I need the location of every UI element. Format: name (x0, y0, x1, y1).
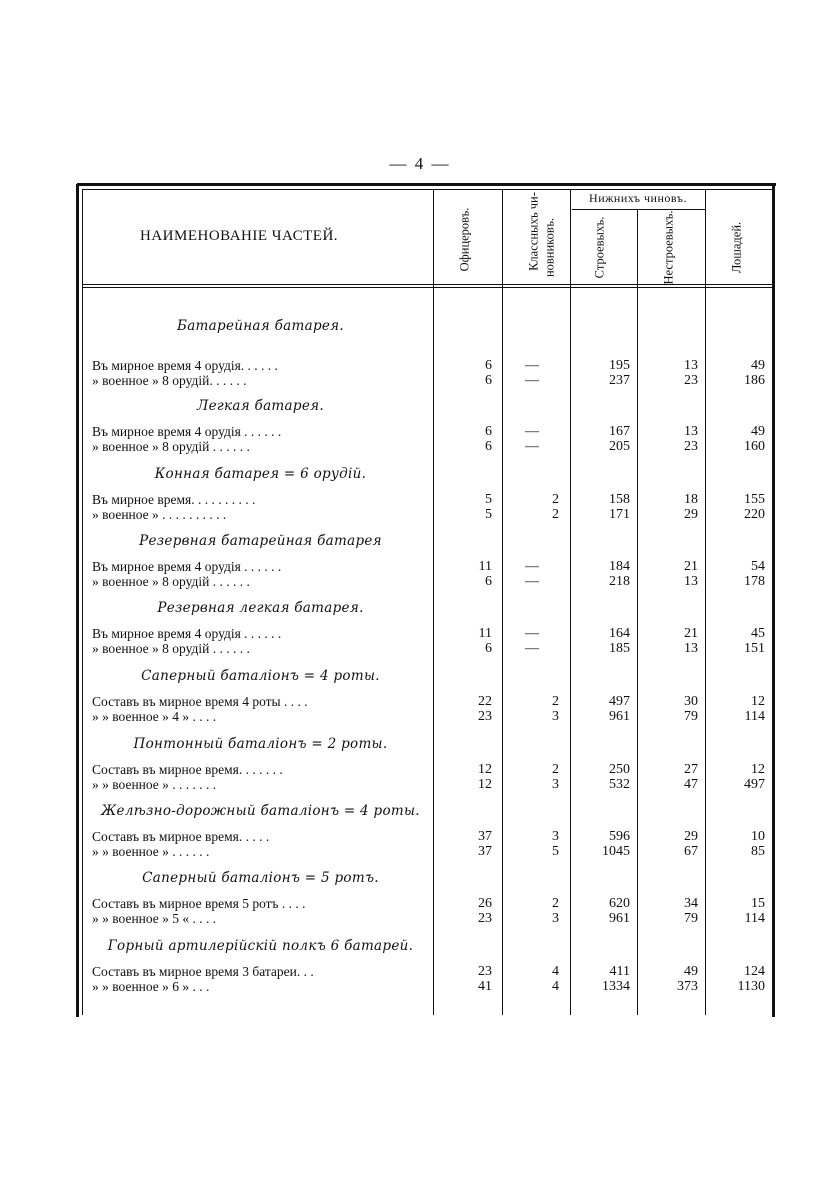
officers-value: 12 (478, 762, 492, 777)
page-number: — 4 — (389, 154, 451, 173)
row-label: » военное » . . . . . . . . . . (92, 507, 227, 522)
combatant-value: 250 (609, 762, 630, 777)
noncombatant-value: 23 (684, 439, 698, 454)
officials-value: 2 (552, 694, 559, 709)
column-header-noncombatant: Нестроевыхъ. (661, 210, 676, 285)
noncombatant-value: 13 (684, 358, 698, 373)
officers-value: 5 (485, 507, 492, 522)
section-title: Резервная батарейная батарея (139, 533, 382, 549)
row-label: Составъ въ мирное время. . . . . (92, 829, 270, 844)
row-label: Составъ въ мирное время 4 роты . . . . (92, 694, 308, 709)
officials-value: — (525, 641, 539, 656)
section-title: Саперный баталіонъ = 5 ротъ. (142, 870, 379, 886)
noncombatant-value: 79 (684, 709, 698, 724)
noncombatant-value: 47 (684, 777, 698, 792)
officers-value: 6 (485, 439, 492, 454)
noncombatant-value: 67 (684, 844, 698, 859)
officers-value: 23 (478, 911, 492, 926)
combatant-value: 195 (609, 358, 630, 373)
officers-value: 6 (485, 358, 492, 373)
officials-value: — (525, 373, 539, 388)
combatant-value: 164 (609, 626, 630, 641)
row-label: » » военное » 4 » . . . . (92, 709, 217, 724)
horses-value: 160 (744, 439, 765, 454)
combatant-value: 411 (609, 964, 630, 979)
horses-value: 49 (751, 358, 765, 373)
officers-value: 26 (478, 896, 492, 911)
column-group-lower-ranks: Нижнихъ чиновъ. (589, 191, 687, 205)
horses-value: 178 (744, 574, 765, 589)
noncombatant-value: 18 (684, 492, 698, 507)
officers-value: 6 (485, 574, 492, 589)
combatant-value: 158 (609, 492, 630, 507)
row-label: » военное » 8 орудій. . . . . . (92, 373, 247, 388)
horses-value: 497 (744, 777, 765, 792)
combatant-value: 184 (609, 559, 630, 574)
noncombatant-value: 23 (684, 373, 698, 388)
horses-value: 15 (751, 896, 765, 911)
row-label: Въ мирное время 4 орудія . . . . . . (92, 626, 282, 641)
noncombatant-value: 34 (684, 896, 698, 911)
officials-value: — (525, 574, 539, 589)
combatant-value: 1334 (602, 979, 630, 994)
noncombatant-value: 13 (684, 641, 698, 656)
officials-value: — (525, 424, 539, 439)
row-label: Въ мирное время 4 орудія . . . . . . (92, 559, 282, 574)
horses-value: 10 (751, 829, 765, 844)
officials-value: 5 (552, 844, 559, 859)
row-label: » » военное » . . . . . . (92, 844, 210, 859)
row-label: Составъ въ мирное время. . . . . . . (92, 762, 283, 777)
horses-value: 45 (751, 626, 765, 641)
noncombatant-value: 373 (677, 979, 698, 994)
row-label: Составъ въ мирное время 5 ротъ . . . . (92, 896, 306, 911)
section-title: Батарейная батарея. (176, 318, 344, 334)
noncombatant-value: 30 (684, 694, 698, 709)
officers-value: 6 (485, 373, 492, 388)
officials-value: 2 (552, 507, 559, 522)
column-header-officers: Офицеровъ. (457, 207, 472, 272)
officials-value: 2 (552, 492, 559, 507)
row-label: » военное » 8 орудій . . . . . . (92, 439, 250, 454)
officials-value: 2 (552, 896, 559, 911)
horses-value: 12 (751, 694, 765, 709)
horses-value: 155 (744, 492, 765, 507)
horses-value: 12 (751, 762, 765, 777)
officials-value: 3 (552, 777, 559, 792)
officials-value: — (525, 559, 539, 574)
officers-value: 37 (478, 844, 492, 859)
row-label: Въ мирное время 4 орудія. . . . . . (92, 358, 278, 373)
noncombatant-value: 29 (684, 829, 698, 844)
combatant-value: 961 (609, 709, 630, 724)
noncombatant-value: 13 (684, 424, 698, 439)
combatant-value: 237 (609, 373, 630, 388)
noncombatant-value: 27 (684, 762, 698, 777)
officers-value: 5 (485, 492, 492, 507)
horses-value: 1130 (737, 979, 765, 994)
officers-value: 6 (485, 424, 492, 439)
officers-value: 12 (478, 777, 492, 792)
column-header-officials-1: Классныхъ чи- (526, 192, 541, 271)
combatant-value: 532 (609, 777, 630, 792)
row-label: » » военное » 5 « . . . . (92, 911, 217, 926)
noncombatant-value: 29 (684, 507, 698, 522)
horses-value: 85 (751, 844, 765, 859)
officers-value: 37 (478, 829, 492, 844)
row-label: Въ мирное время. . . . . . . . . . (92, 492, 256, 507)
horses-value: 114 (744, 911, 765, 926)
horses-value: 151 (744, 641, 765, 656)
row-label: Въ мирное время 4 орудія . . . . . . (92, 424, 282, 439)
officials-value: 3 (552, 709, 559, 724)
section-title: Горный артилерійскій полкъ 6 батарей. (107, 938, 414, 954)
officers-value: 41 (478, 979, 492, 994)
officials-value: 4 (552, 979, 559, 994)
horses-value: 49 (751, 424, 765, 439)
officials-value: 3 (552, 911, 559, 926)
column-header-horses: Лошадей. (729, 221, 744, 274)
horses-value: 114 (744, 709, 765, 724)
noncombatant-value: 79 (684, 911, 698, 926)
noncombatant-value: 49 (684, 964, 698, 979)
combatant-value: 171 (609, 507, 630, 522)
officials-value: 2 (552, 762, 559, 777)
section-title: Конная батарея = 6 орудій. (154, 466, 367, 482)
row-label: » » военное » 6 » . . . (92, 979, 210, 994)
section-title: Желѣзно-дорожный баталіонъ = 4 роты. (101, 803, 420, 819)
officials-value: — (525, 358, 539, 373)
column-header-name: НАИМЕНОВАНІЕ ЧАСТЕЙ. (140, 228, 339, 244)
combatant-value: 961 (609, 911, 630, 926)
column-header-officials-2: новниковъ. (542, 217, 557, 278)
officers-value: 6 (485, 641, 492, 656)
noncombatant-value: 21 (684, 626, 698, 641)
noncombatant-value: 21 (684, 559, 698, 574)
combatant-value: 620 (609, 896, 630, 911)
officials-value: 3 (552, 829, 559, 844)
officers-value: 11 (478, 559, 492, 574)
noncombatant-value: 13 (684, 574, 698, 589)
officers-value: 11 (478, 626, 492, 641)
row-label: Составъ въ мирное время 3 батареи. . . (92, 964, 314, 979)
officials-value: — (525, 626, 539, 641)
horses-value: 124 (744, 964, 765, 979)
combatant-value: 185 (609, 641, 630, 656)
section-title: Саперный баталіонъ = 4 роты. (141, 668, 380, 684)
combatant-value: 497 (609, 694, 630, 709)
combatant-value: 167 (609, 424, 630, 439)
horses-value: 186 (744, 373, 765, 388)
horses-value: 220 (744, 507, 765, 522)
officials-value: 4 (552, 964, 559, 979)
officers-value: 22 (478, 694, 492, 709)
section-title: Резервная легкая батарея. (157, 600, 364, 616)
section-title: Легкая батарея. (197, 398, 324, 414)
row-label: » военное » 8 орудій . . . . . . (92, 641, 250, 656)
row-label: » военное » 8 орудій . . . . . . (92, 574, 250, 589)
officials-value: — (525, 439, 539, 454)
combatant-value: 1045 (602, 844, 630, 859)
combatant-value: 596 (609, 829, 630, 844)
section-title: Понтонный баталіонъ = 2 роты. (133, 736, 388, 752)
combatant-value: 218 (609, 574, 630, 589)
combatant-value: 205 (609, 439, 630, 454)
column-header-combatant: Строевыхъ. (592, 216, 607, 279)
row-label: » » военное » . . . . . . . (92, 777, 217, 792)
horses-value: 54 (751, 559, 765, 574)
officers-value: 23 (478, 964, 492, 979)
officers-value: 23 (478, 709, 492, 724)
